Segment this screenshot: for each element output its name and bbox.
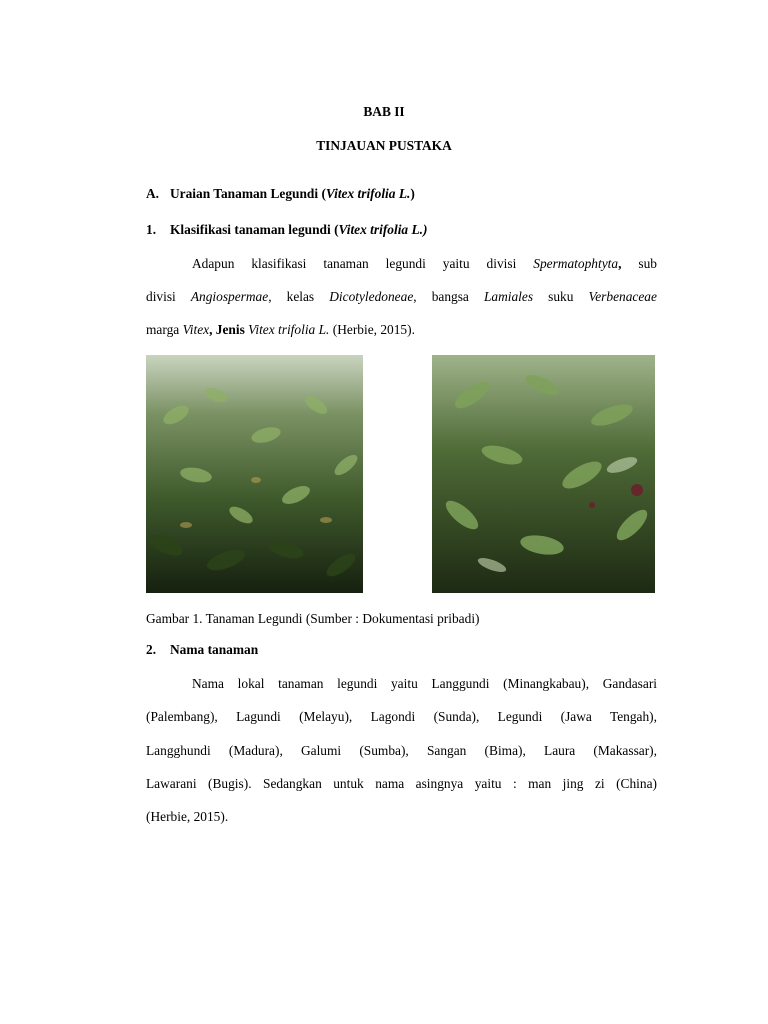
section-1-heading [146, 222, 427, 238]
para1-l1-comma: , [618, 256, 622, 271]
para1-line3 [146, 322, 657, 338]
chapter-title: TINJAUAN PUSTAKA [316, 138, 452, 153]
para1-l2-b: Angiospermae [190, 289, 269, 304]
para1-l2-g: suku [548, 289, 574, 304]
para1-l1-end: sub [638, 256, 657, 271]
para2-line3: Langghundi (Madura), Galumi (Sumba), Sangan (Bima), Laura (Makassar), [146, 743, 657, 758]
chapter-number: BAB II [363, 104, 405, 119]
para1-l2-h: Verbenaceae [588, 289, 657, 304]
section-2-heading [146, 642, 258, 658]
para2-line4: Lawarani (Bugis). Sedangkan untuk nama asingnya yaitu : man jing zi (China) [146, 776, 657, 791]
section-1-text: Klasifikasi tanaman legundi ( [170, 222, 339, 237]
section-1-marker: 1. [146, 222, 157, 237]
para2-line1: Nama lokal tanaman legundi yaitu Langgundi (Minangkabau), Gandasari [192, 676, 657, 691]
legundi-photo-left [146, 355, 363, 593]
para1-l3-b: Vitex [182, 322, 210, 337]
para1-l3-e: (Herbie, 2015). [332, 322, 415, 337]
section-2-text: Nama tanaman [170, 642, 259, 657]
para2-line5: (Herbie, 2015). [146, 809, 229, 824]
para1-l2-d: Dicotyledoneae [329, 289, 414, 304]
legundi-photo-right [432, 355, 655, 593]
para1-l1-italic: Spermatophtyta [533, 256, 619, 271]
para1-l1-text: Adapun klasifikasi tanaman legundi yaitu divisi [192, 256, 517, 271]
para2-line2: (Palembang), Lagundi (Melayu), Lagondi (Sunda), Legundi (Jawa Tengah), [146, 709, 657, 724]
section-a-heading [146, 186, 415, 202]
para1-l3-a: marga [146, 322, 180, 337]
section-a-italic: Vitex trifolia L. [325, 186, 411, 201]
para1-l3-d: Vitex trifolia L. [248, 322, 330, 337]
para1-line2 [146, 289, 657, 305]
para1-l2-a: divisi [146, 289, 176, 304]
section-1-italic: Vitex trifolia L.) [338, 222, 428, 237]
section-a-close: ) [410, 186, 415, 201]
section-a-marker: A. [146, 186, 160, 201]
section-a-text: Uraian Tanaman Legundi ( [170, 186, 326, 201]
figure-caption: Gambar 1. Tanaman Legundi (Sumber : Dokumentasi pribadi) [146, 611, 480, 626]
section-2-marker: 2. [146, 642, 157, 657]
para1-l2-c: , kelas [268, 289, 315, 304]
para1-l2-f: Lamiales [483, 289, 534, 304]
para1-l3-c: , Jenis [209, 322, 245, 337]
para1-line1 [192, 256, 657, 272]
para1-l2-e: , bangsa [413, 289, 469, 304]
